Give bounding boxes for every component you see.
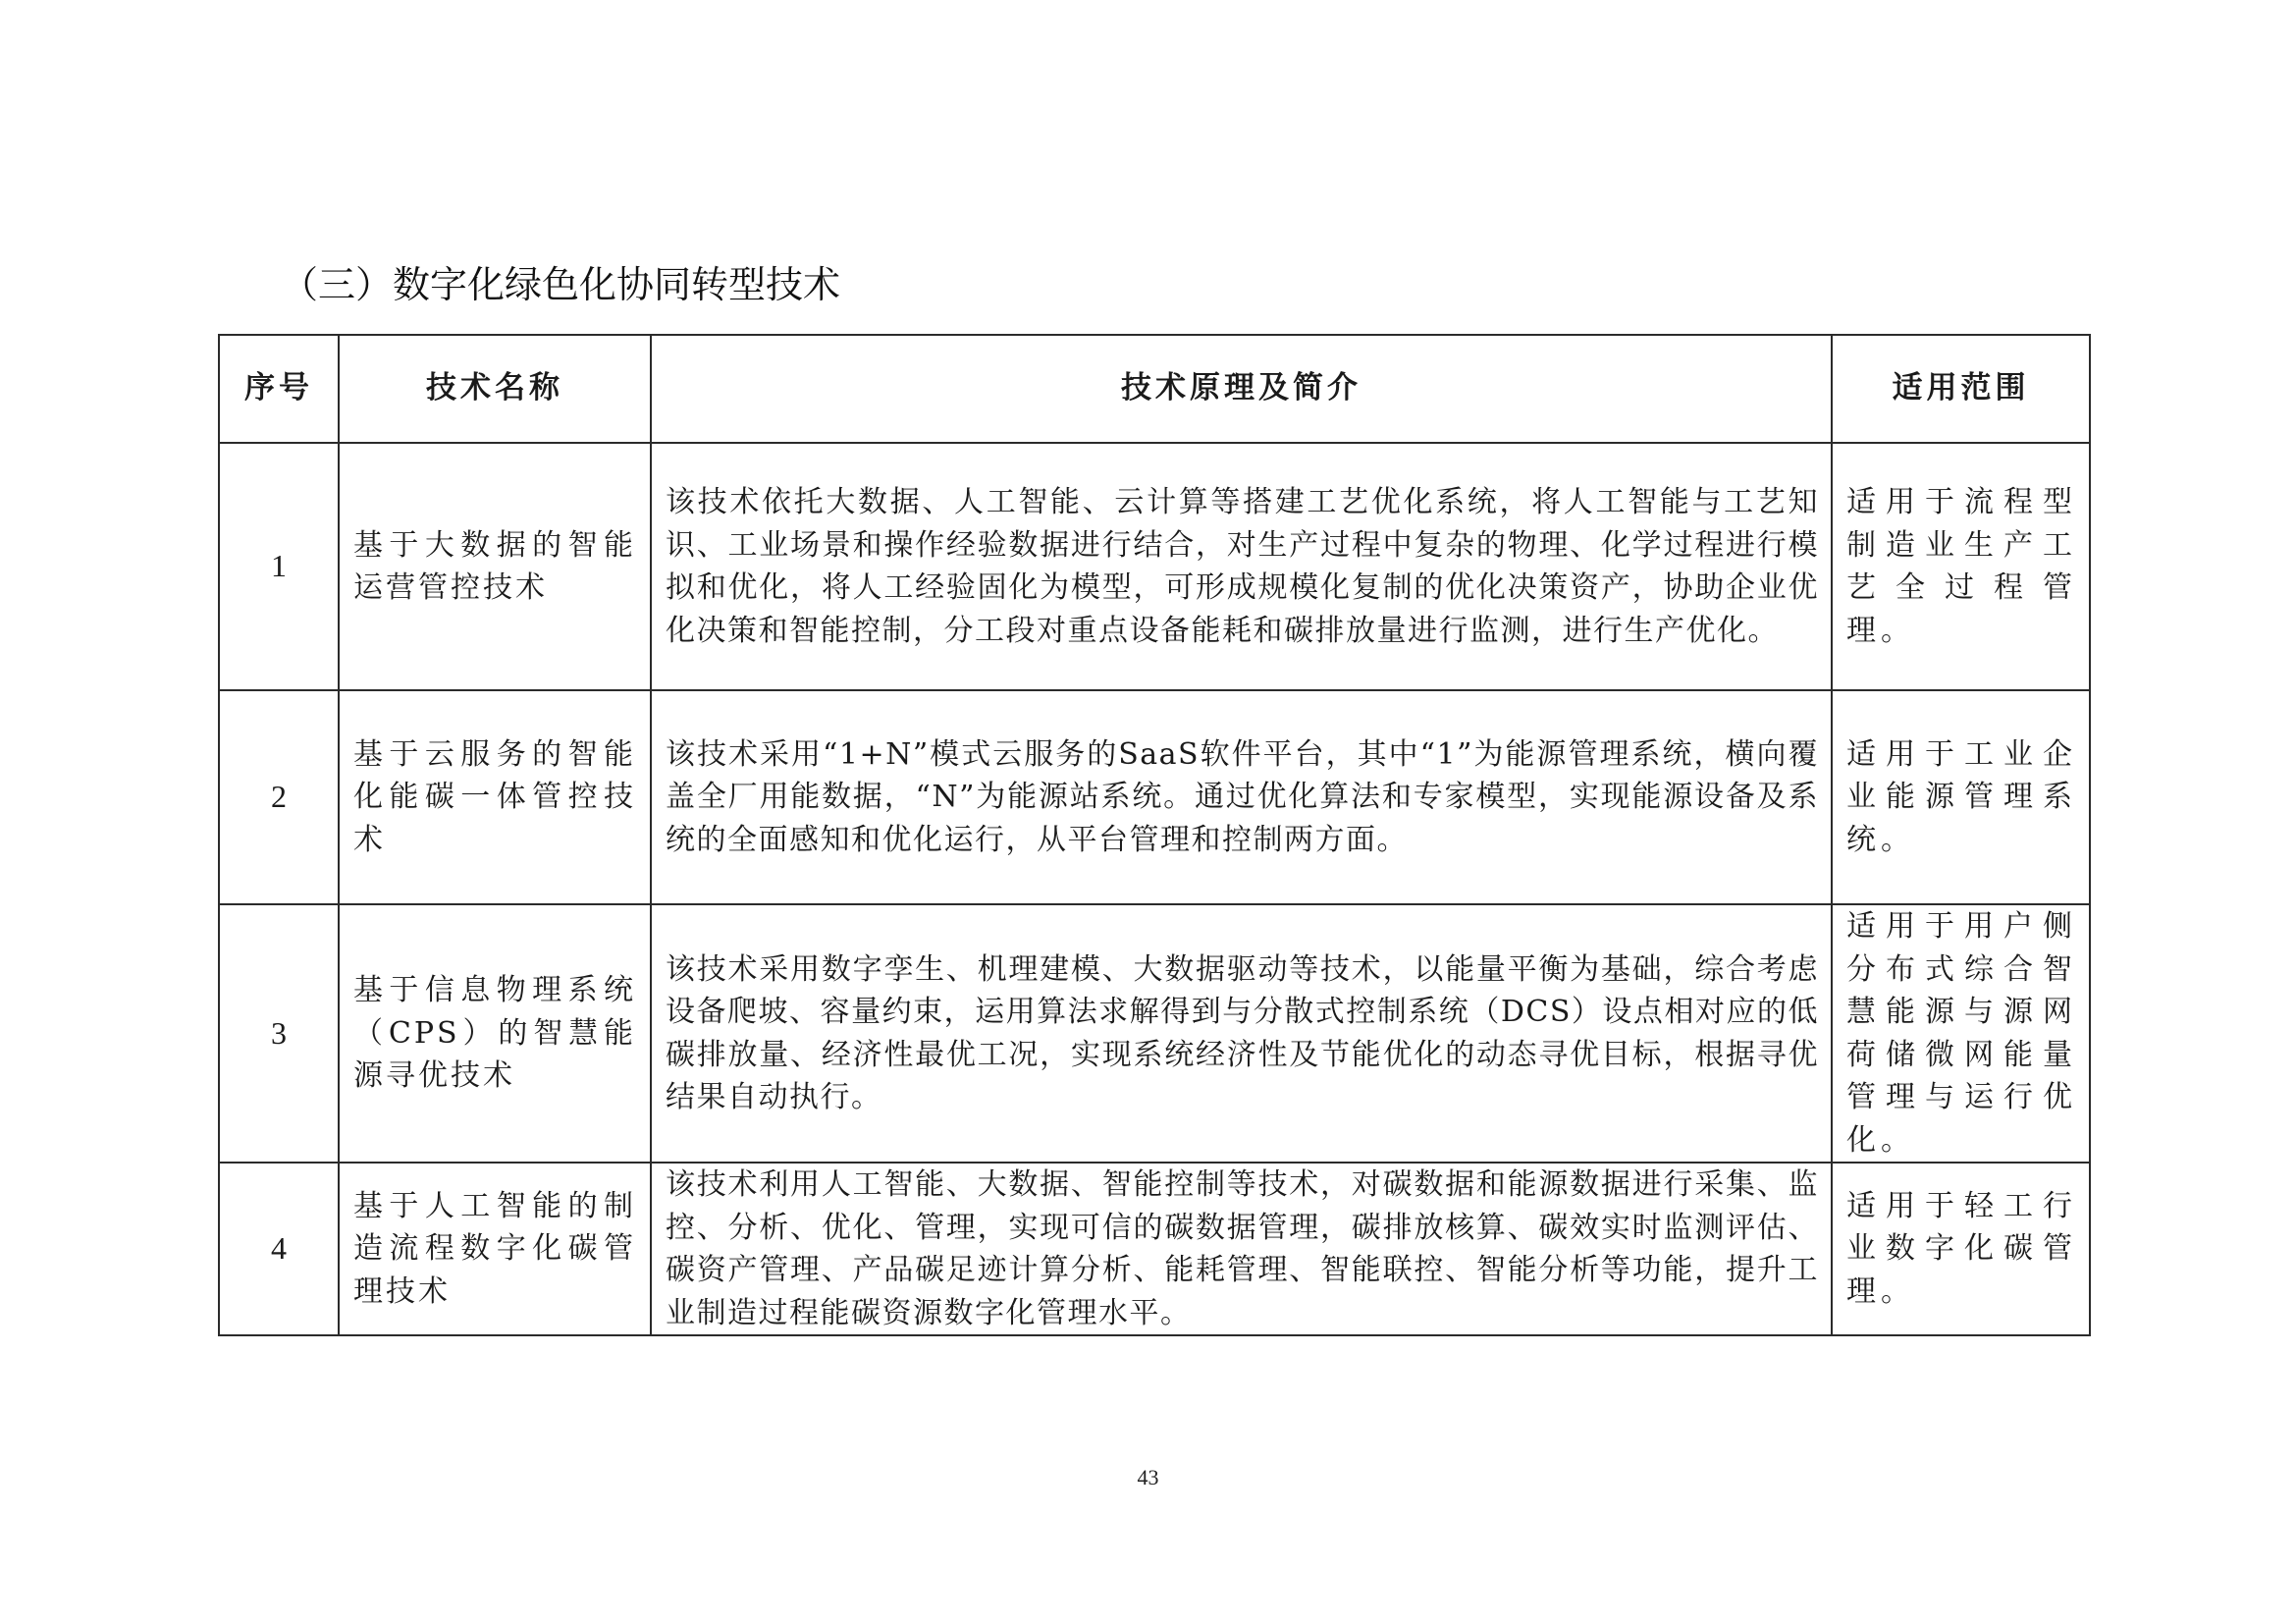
table-row [219,1163,2090,1335]
header-num: 序号 [219,335,339,443]
row-scope: 适用于轻工行业数字化碳管理。 [1832,1163,2090,1335]
header-desc: 技术原理及简介 [651,335,1832,443]
page-number: 43 [1137,1465,1159,1489]
row-tech-name: 基于信息物理系统（CPS）的智慧能源寻优技术 [339,904,651,1163]
row-scope: 适用于流程型制造业生产工艺全过程管理。 [1832,443,2090,690]
row-tech-name: 基于大数据的智能运营管控技术 [339,443,651,690]
table-row [219,904,2090,1163]
row-scope: 适用于工业企业能源管理系统。 [1832,690,2090,904]
row-scope: 适用于用户侧分布式综合智慧能源与源网荷储微网能量管理与运行优化。 [1832,904,2090,1163]
row-tech-name: 基于云服务的智能化能碳一体管控技术 [339,690,651,904]
section-title: （三）数字化绿色化协同转型技术 [281,263,841,306]
table-row [219,690,2090,904]
header-scope: 适用范围 [1832,335,2090,443]
table-header-row [219,335,2090,443]
row-num: 4 [219,1163,339,1335]
technology-table [218,334,2091,1336]
header-name: 技术名称 [339,335,651,443]
row-num: 3 [219,904,339,1163]
row-description: 该技术采用“1+N”模式云服务的SaaS软件平台，其中“1”为能源管理系统，横向覆盖全厂用能数据，“N”为能源站系统。通过优化算法和专家模型，实现能源设备及系统的全面感知和优化运行，从平台管理和控制两方面。 [651,690,1832,904]
row-tech-name: 基于人工智能的制造流程数字化碳管理技术 [339,1163,651,1335]
row-description: 该技术利用人工智能、大数据、智能控制等技术，对碳数据和能源数据进行采集、监控、分析、优化、管理，实现可信的碳数据管理，碳排放核算、碳效实时监测评估、碳资产管理、产品碳足迹计算分析、能耗管理、智能联控、智能分析等功能，提升工业制造过程能碳资源数字化管理水平。 [651,1163,1832,1335]
row-description: 该技术采用数字孪生、机理建模、大数据驱动等技术，以能量平衡为基础，综合考虑设备爬坡、容量约束，运用算法求解得到与分散式控制系统（DCS）设点相对应的低碳排放量、经济性最优工况，实现系统经济性及节能优化的动态寻优目标，根据寻优结果自动执行。 [651,904,1832,1163]
row-num: 2 [219,690,339,904]
table-row [219,443,2090,690]
row-description: 该技术依托大数据、人工智能、云计算等搭建工艺优化系统，将人工智能与工艺知识、工业场景和操作经验数据进行结合，对生产过程中复杂的物理、化学过程进行模拟和优化，将人工经验固化为模型，可形成规模化复制的优化决策资产，协助企业优化决策和智能控制，分工段对重点设备能耗和碳排放量进行监测，进行生产优化。 [651,443,1832,690]
row-num: 1 [219,443,339,690]
